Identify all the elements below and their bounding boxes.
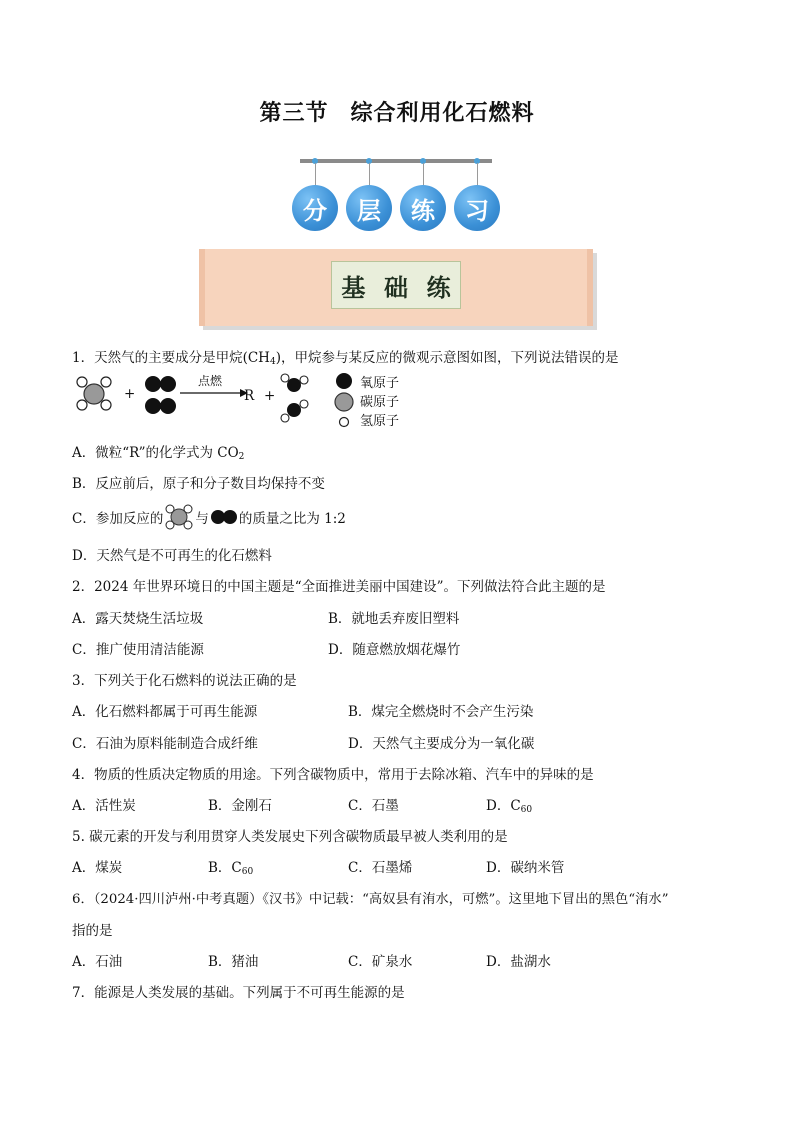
question-5-option-b: B．$C_{60}$ [208, 860, 254, 877]
hanger-string [423, 163, 424, 187]
section-number: 第三节 [259, 101, 329, 126]
methane-molecule [74, 376, 114, 412]
question-1-option-b: B．反应前后，原子和分子数目均保持不变 [72, 476, 325, 492]
section-label-char: 基 [341, 273, 366, 302]
question-4-stem: 4．物质的性质决定物质的用途。下列含碳物质中，常用于去除冰箱、汽车中的异味的是 [72, 767, 594, 783]
plus-sign: + [124, 386, 136, 402]
question-5-stem: 5. 碳元素的开发与利用贯穿人类发展史下列含碳物质最早被人类利用的是 [72, 829, 508, 845]
layered-practice-header [298, 155, 494, 235]
section-banner [199, 249, 593, 326]
question-3-option-a: A．化石燃料都属于可再生能源 [72, 704, 258, 720]
question-7-stem: 7．能源是人类发展的基础。下列属于不可再生能源的是 [72, 985, 405, 1001]
page-title [0, 96, 794, 127]
plus-sign: + [264, 388, 276, 404]
question-3-stem: 3．下列关于化石燃料的说法正确的是 [72, 673, 297, 689]
question-5-option-d: D．碳纳米管 [486, 860, 565, 876]
legend-symbols [334, 372, 358, 432]
question-6-option-a: A．石油 [72, 954, 123, 970]
hanger-string [477, 163, 478, 187]
legend-carbon: 碳原子 [360, 395, 400, 410]
question-5-option-c: C．石墨烯 [348, 860, 413, 876]
section-label-char: 练 [426, 273, 451, 302]
header-ball: 分 [292, 185, 338, 231]
question-6-option-b: B．猪油 [208, 954, 259, 970]
question-2-stem: 2．2024 年世界环境日的中国主题是“全面推进美丽中国建设”。下列做法符合此主题的是 [72, 579, 606, 595]
legend-oxygen: 氧原子 [360, 376, 400, 391]
product-r: R [244, 388, 255, 404]
question-2-option-b: B．就地丢弃废旧塑料 [328, 611, 460, 627]
question-4-option-d: D．$C_{60}$ [486, 798, 533, 815]
question-2-option-c: C．推广使用清洁能源 [72, 642, 204, 658]
legend-hydrogen: 氢原子 [360, 414, 400, 429]
question-1-option-c: C．参加反应的 与 的质量之比为 1:2 [72, 504, 346, 530]
question-3-option-c: C．石油为原料能制造合成纤维 [72, 736, 258, 752]
reaction-diagram [72, 372, 472, 436]
question-3-option-b: B．煤完全燃烧时不会产生污染 [348, 704, 534, 720]
question-4-option-b: B．金刚石 [208, 798, 272, 814]
hanger-bar [300, 159, 492, 163]
question-6-option-d: D．盐湖水 [486, 954, 551, 970]
question-1-option-a: A．微粒“R”的化学式为 $CO_2$ [72, 445, 245, 462]
oxygen-molecule-icon [210, 509, 238, 525]
section-label-char: 础 [383, 273, 408, 302]
header-ball: 练 [400, 185, 446, 231]
question-6-stem: 6．（2024·四川泸州·中考真题）《汉书》中记载：“高奴县有洧水，可燃”。这里地下冒出的黑色“洧水” [72, 892, 669, 907]
question-4-option-a: A．活性炭 [72, 798, 136, 814]
question-1-stem: 1．天然气的主要成分是甲烷$(CH_4)$，甲烷参与某反应的微观示意图如图，下列说法错误的是 [72, 350, 619, 367]
hanger-string [369, 163, 370, 187]
question-2-option-a: A．露天焚烧生活垃圾 [72, 611, 204, 627]
section-label [331, 261, 461, 309]
reaction-arrow-icon [178, 388, 248, 398]
question-6-stem-cont: 指的是 [72, 923, 113, 939]
hanger-string [315, 163, 316, 187]
header-ball: 层 [346, 185, 392, 231]
question-1-option-d: D．天然气是不可再生的化石燃料 [72, 548, 272, 564]
question-6-option-c: C．矿泉水 [348, 954, 413, 970]
reaction-condition: 点燃 [198, 374, 223, 388]
question-4-option-c: C．石墨 [348, 798, 399, 814]
methane-molecule-icon [164, 504, 194, 530]
oxygen-molecules [144, 376, 178, 416]
question-5-option-a: A．煤炭 [72, 860, 123, 876]
section-name: 综合利用化石燃料 [350, 101, 535, 126]
water-molecules [278, 372, 310, 424]
header-ball: 习 [454, 185, 500, 231]
question-3-option-d: D．天然气主要成分为一氧化碳 [348, 736, 535, 752]
question-2-option-d: D．随意燃放烟花爆竹 [328, 642, 461, 658]
